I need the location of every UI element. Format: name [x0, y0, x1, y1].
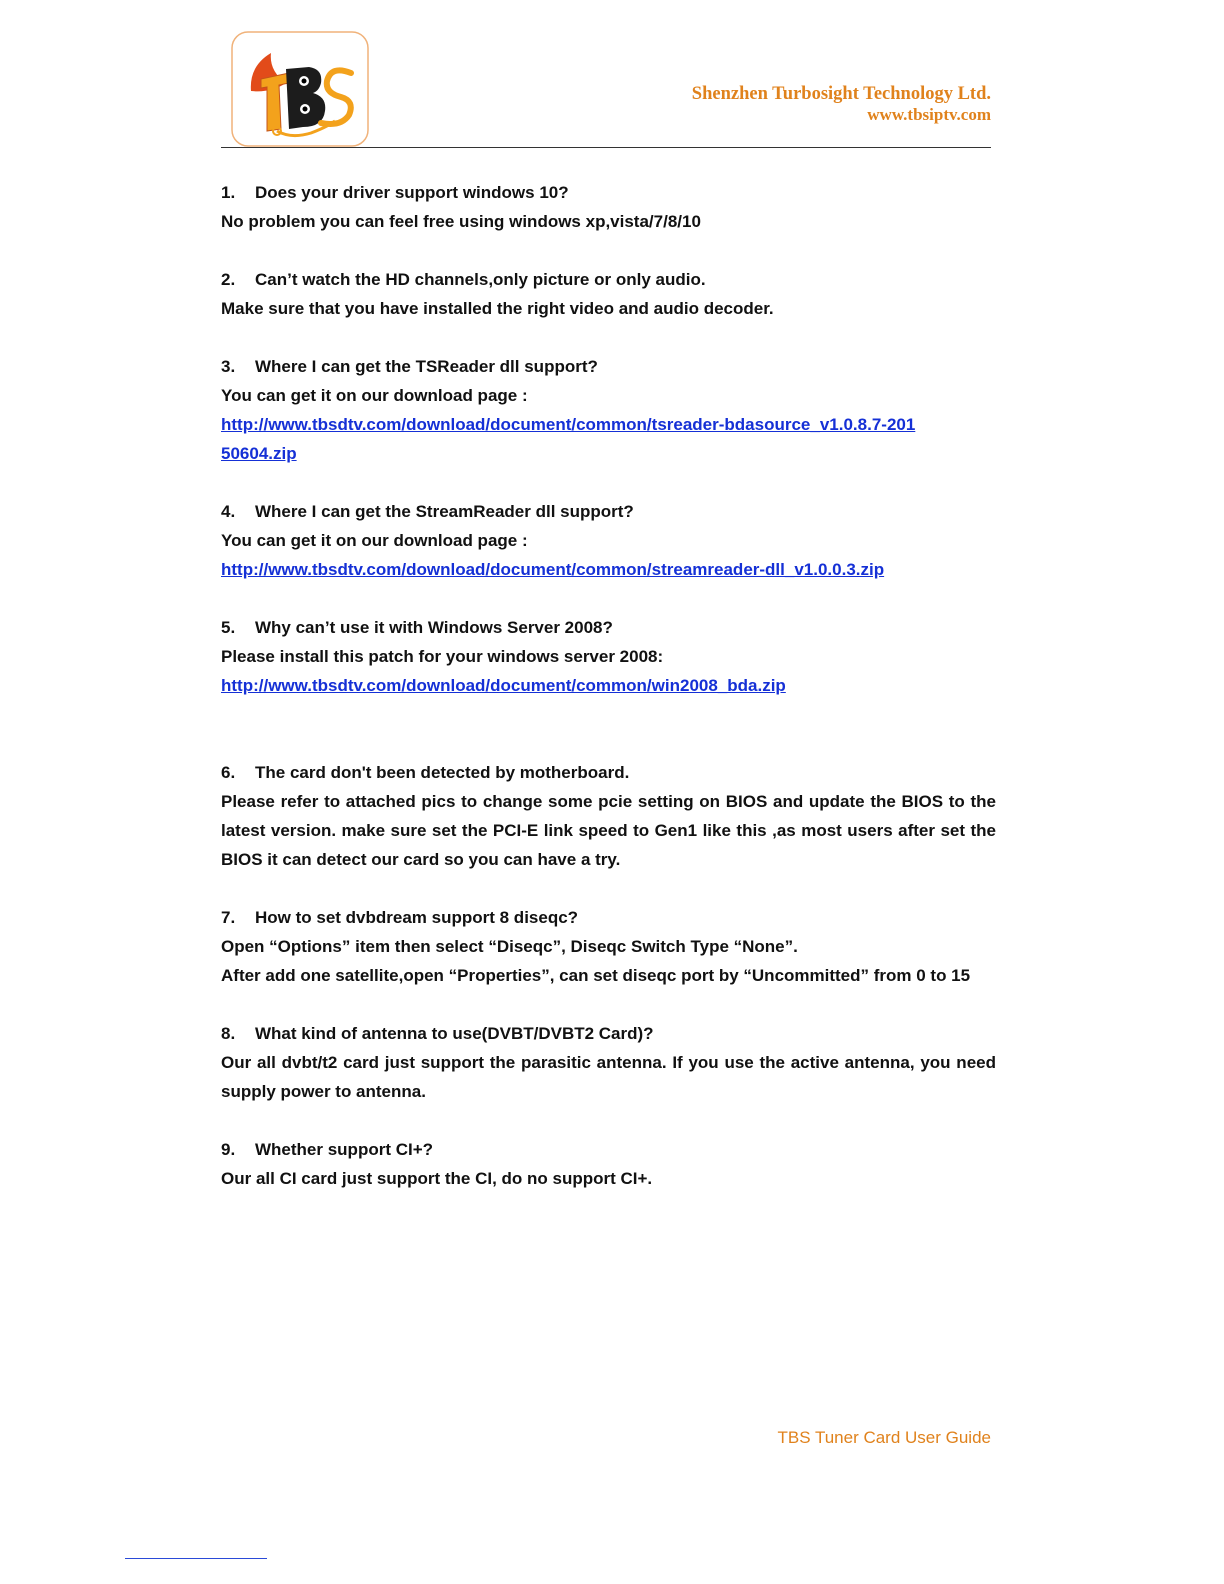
faq-question	[221, 903, 996, 932]
faq-item	[221, 265, 996, 323]
faq-item	[221, 903, 996, 990]
footer-guide-title: TBS Tuner Card User Guide	[777, 1428, 991, 1447]
answer-text: After add one satellite,open “Properties”, can set diseqc port by “Uncommitted” from 0 to 15	[221, 966, 971, 985]
question-text: The card don't been detected by motherboard.	[255, 763, 630, 782]
question-text: Where I can get the TSReader dll support?	[255, 357, 598, 376]
answer-text: Make sure that you have installed the right video and audio decoder.	[221, 299, 774, 318]
faq-item	[221, 497, 996, 584]
question-number: 7.	[221, 908, 236, 927]
faq-item	[221, 758, 996, 874]
download-link[interactable]: http://www.tbsdtv.com/download/document/common/streamreader-dll_v1.0.0.3.zip	[221, 560, 885, 579]
faq-question	[221, 1135, 996, 1164]
faq-list	[221, 178, 996, 1193]
answer-text: You can get it on our download page :	[221, 386, 528, 405]
question-number: 2.	[221, 270, 236, 289]
answer-text: Please install this patch for your windows server 2008:	[221, 647, 664, 666]
company-name: Shenzhen Turbosight Technology Ltd.	[691, 84, 991, 104]
answer-text: Our all CI card just support the CI, do no support CI+.	[221, 1169, 653, 1188]
company-header	[692, 83, 991, 125]
answer-text: Please refer to attached pics to change some pcie setting on BIOS and update the BIOS to the latest version. make sure set the PCI-E link speed to Gen1 like this ,as most users after set the BIOS it can detect our card so you can have a try.	[221, 792, 996, 869]
faq-item	[221, 1019, 996, 1106]
question-number: 8.	[221, 1024, 236, 1043]
download-link[interactable]: http://www.tbsdtv.com/download/document/common/tsreader-bdasource_v1.0.8.7-20150604.zip	[221, 415, 916, 463]
faq-item	[221, 178, 996, 236]
answer-text: You can get it on our download page :	[221, 531, 528, 550]
answer-text: No problem you can feel free using windows xp,vista/7/8/10	[221, 212, 701, 231]
answer-text: Open “Options” item then select “Diseqc”, Diseqc Switch Type “None”.	[221, 937, 798, 956]
faq-question	[221, 352, 996, 381]
question-number: 4.	[221, 502, 236, 521]
faq-question	[221, 497, 996, 526]
question-text: Does your driver support windows 10?	[255, 183, 569, 202]
footnote-divider	[125, 1558, 267, 1559]
faq-question	[221, 613, 996, 642]
company-website[interactable]: www.tbsiptv.com	[867, 105, 991, 124]
question-text: Where I can get the StreamReader dll support?	[255, 502, 634, 521]
tbs-logo	[231, 31, 369, 147]
question-text: Whether support CI+?	[255, 1140, 434, 1159]
faq-item	[221, 613, 996, 700]
faq-question	[221, 265, 996, 294]
question-text: Can’t watch the HD channels,only picture or only audio.	[255, 270, 706, 289]
question-number: 9.	[221, 1140, 236, 1159]
question-number: 3.	[221, 357, 236, 376]
question-text: Why can’t use it with Windows Server 2008?	[255, 618, 613, 637]
header-divider	[221, 147, 991, 148]
download-link[interactable]: http://www.tbsdtv.com/download/document/common/win2008_bda.zip	[221, 676, 786, 695]
answer-text: Our all dvbt/t2 card just support the parasitic antenna. If you use the active antenna, you need supply power to antenna.	[221, 1053, 996, 1101]
question-number: 5.	[221, 618, 236, 637]
question-text: What kind of antenna to use(DVBT/DVBT2 Card)?	[255, 1024, 654, 1043]
faq-item	[221, 352, 996, 468]
faq-question	[221, 758, 996, 787]
question-text: How to set dvbdream support 8 diseqc?	[255, 908, 579, 927]
faq-question	[221, 178, 996, 207]
question-number: 1.	[221, 183, 236, 202]
faq-question	[221, 1019, 996, 1048]
question-number: 6.	[221, 763, 236, 782]
faq-item	[221, 1135, 996, 1193]
